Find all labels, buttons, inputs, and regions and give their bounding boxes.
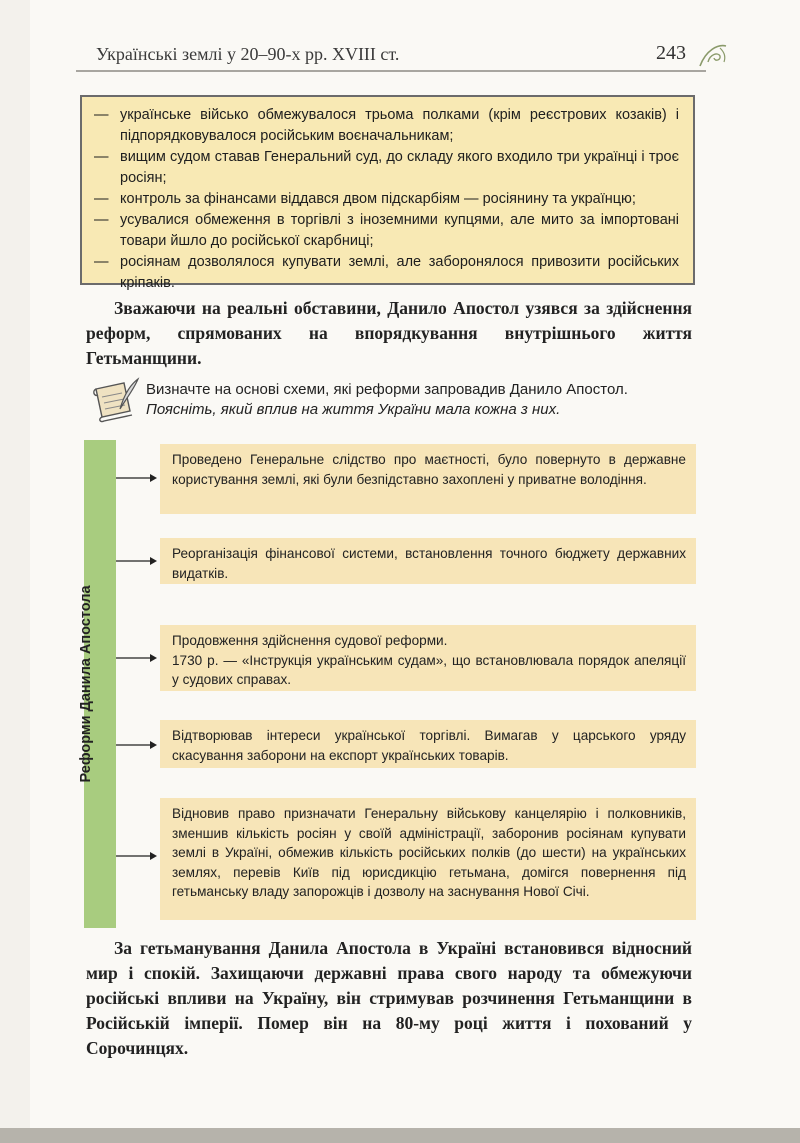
- swirl-ornament-icon: [696, 40, 730, 70]
- reform-text: Реорганізація фінансової системи, встановлення точного бюджету державних видатків.: [172, 546, 686, 581]
- header-rule: [76, 70, 706, 72]
- page-number: 243: [656, 42, 686, 64]
- conditions-list: [94, 105, 679, 294]
- task-instruction: Визначте на основі схеми, які реформи запровадив Данило Апостол.: [146, 381, 628, 398]
- paragraph-conclusion: За гетьманування Данила Апостола в Україні встановився відносний мир і спокій. Захищаючи державні права свого народу та обмежуючи російські впливи на Україну, він стримував розчинення Гетьманщини в Російській імперії. Помер він на 80-му році життя і похований у Сорочинцях.: [86, 938, 692, 1058]
- arrow-icon: [116, 739, 158, 751]
- arrow-icon: [116, 472, 158, 484]
- reform-text: Відтворював інтереси української торгівлі. Вимагав у царського уряду скасування заборони на експорт українських товарів.: [172, 728, 686, 763]
- arrow-icon: [116, 555, 158, 567]
- list-item: — росіянам дозволялося купувати землі, але заборонялося привозити російських кріпаків.: [94, 252, 679, 294]
- reform-box: [160, 625, 696, 691]
- running-title: Українські землі у 20–90-х рр. XVIII ст.: [96, 44, 400, 64]
- reform-box: [160, 538, 696, 584]
- list-item: — вищим судом ставав Генеральний суд, до складу якого входило три українці і троє росіян;: [94, 147, 679, 189]
- page-header: [36, 36, 736, 76]
- reform-text: Продовження здійснення судової реформи.: [172, 633, 448, 648]
- scheme-label-text: Реформи Данила Апостола: [78, 585, 94, 783]
- arrow-icon: [116, 850, 158, 862]
- reform-text: Проведено Генеральне слідство про маєтності, було повернуто в державне користування землі, які були безпідставно захоплені у приватне володіння.: [172, 452, 686, 487]
- reform-box: [160, 798, 696, 920]
- scroll-quill-icon: [90, 375, 142, 425]
- arrow-icon: [116, 652, 158, 664]
- reform-text: Відновив право призначати Генеральну військову канцелярію і полковників, зменшив кількість росіян у своїй адміністрації, заборонив росіянам купувати землі в Україні, обмежив кількість російських полків (до шести) на українських землях, перевів Київ під юрисдикцію гетьмана, домігся повернення під гетьманську владу запорожців і дозволу на заснування Нової Січі.: [172, 806, 686, 899]
- reform-box: [160, 444, 696, 514]
- conditions-box: [80, 95, 695, 291]
- paragraph-intro: Зважаючи на реальні обставини, Данило Апостол узявся за здійснення реформ, спрямованих на впорядкування внутрішнього життя Гетьманщини.: [86, 298, 692, 368]
- reform-text: 1730 р. — «Інструкція українським судам», що встановлювала порядок апеляції у судових справах.: [172, 652, 686, 687]
- task-question: Поясніть, який вплив на життя України мала кожна з них.: [146, 401, 561, 418]
- list-item: — усувалися обмеження в торгівлі з іноземними купцями, але мито за імпортовані товари йшло до російської скарбниці;: [94, 210, 679, 252]
- list-item: — контроль за фінансами віддався двом підскарбіям — росіянину та українцю;: [94, 189, 679, 210]
- bottom-edge: [0, 1128, 800, 1143]
- list-item: — українське військо обмежувалося трьома полками (крім реєстрових козаків) і підпорядковувалося російським воєначальникам;: [94, 105, 679, 147]
- reform-box: [160, 720, 696, 768]
